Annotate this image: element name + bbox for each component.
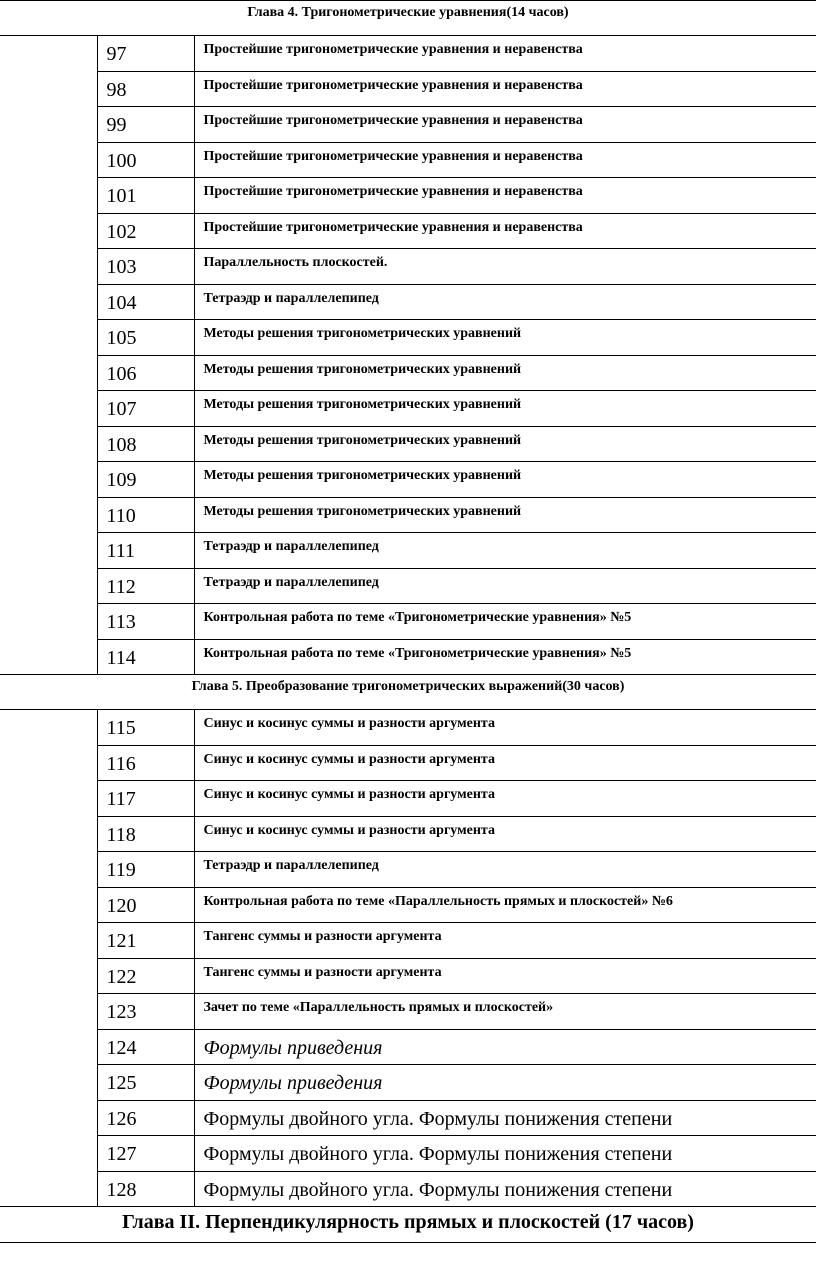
- lesson-topic: Простейшие тригонометрические уравнения и неравенства: [203, 184, 583, 199]
- lesson-number: 123: [97, 994, 194, 1030]
- chapter-heading-row: [0, 1207, 816, 1243]
- lesson-topic-cell: [194, 852, 816, 888]
- margin-cell: [0, 71, 97, 107]
- margin-cell: [0, 568, 97, 604]
- lesson-number: 103: [97, 249, 194, 285]
- lesson-topic: Тетраэдр и параллелепипед: [203, 539, 379, 554]
- lesson-row: [0, 745, 816, 781]
- lesson-topic: Тангенс суммы и разности аргумента: [203, 929, 442, 944]
- lesson-topic: Тетраэдр и параллелепипед: [203, 290, 379, 306]
- lesson-topic: Простейшие тригонометрические уравнения и неравенства: [203, 42, 583, 57]
- lesson-topic: Синус и косинус суммы и разности аргумента: [203, 787, 495, 802]
- lesson-topic-cell: [194, 426, 816, 462]
- lesson-topic-cell: [194, 355, 816, 391]
- lesson-topic: Тетраэдр и параллелепипед: [203, 574, 379, 590]
- lesson-topic-cell: [194, 710, 816, 746]
- lesson-row: [0, 568, 816, 604]
- lesson-row: [0, 533, 816, 569]
- lesson-number: 128: [97, 1171, 194, 1207]
- lesson-number: 127: [97, 1136, 194, 1172]
- lesson-topic-cell: [194, 249, 816, 285]
- lesson-topic-cell: [194, 284, 816, 320]
- margin-cell: [0, 391, 97, 427]
- lesson-topic-cell: [194, 178, 816, 214]
- lesson-topic: Контрольная работа по теме «Тригонометрические уравнения» №5: [203, 610, 632, 625]
- lesson-topic: Тетраэдр и параллелепипед: [203, 858, 379, 873]
- lesson-topic-cell: [194, 568, 816, 604]
- chapter-heading: Глава II. Перпендикулярность прямых и плоскостей (17 часов): [0, 1207, 816, 1243]
- lesson-row: [0, 391, 816, 427]
- lesson-topic-cell: [194, 639, 816, 675]
- margin-cell: [0, 107, 97, 143]
- lesson-topic: Простейшие тригонометрические уравнения и неравенства: [203, 148, 583, 164]
- lesson-topic-cell: [194, 1171, 816, 1207]
- lesson-row: [0, 887, 816, 923]
- margin-cell: [0, 320, 97, 356]
- lesson-number: 114: [97, 639, 194, 675]
- lesson-row: [0, 710, 816, 746]
- lesson-topic: Контрольная работа по теме «Тригонометрические уравнения» №5: [203, 645, 632, 661]
- lesson-row: [0, 284, 816, 320]
- margin-cell: [0, 1136, 97, 1172]
- lesson-topic-cell: [194, 36, 816, 72]
- lesson-number: 109: [97, 462, 194, 498]
- margin-cell: [0, 1171, 97, 1207]
- lesson-number: 121: [97, 923, 194, 959]
- lesson-number: 98: [97, 71, 194, 107]
- lesson-topic-cell: [194, 462, 816, 498]
- lesson-topic: Простейшие тригонометрические уравнения и неравенства: [203, 219, 583, 235]
- lesson-number: 124: [97, 1029, 194, 1065]
- lesson-number: 99: [97, 107, 194, 143]
- margin-cell: [0, 36, 97, 72]
- lesson-row: [0, 142, 816, 178]
- lesson-row: [0, 994, 816, 1030]
- lesson-topic-cell: [194, 887, 816, 923]
- lesson-topic: Тангенс суммы и разности аргумента: [203, 964, 442, 980]
- margin-cell: [0, 1029, 97, 1065]
- lesson-topic: Параллельность плоскостей.: [203, 255, 388, 270]
- margin-cell: [0, 958, 97, 994]
- margin-cell: [0, 745, 97, 781]
- lesson-topic: Методы решения тригонометрических уравнений: [203, 326, 522, 341]
- margin-cell: [0, 1100, 97, 1136]
- lesson-number: 117: [97, 781, 194, 817]
- lesson-row: [0, 462, 816, 498]
- lesson-number: 119: [97, 852, 194, 888]
- lesson-topic: Методы решения тригонометрических уравнений: [203, 503, 522, 519]
- margin-cell: [0, 355, 97, 391]
- lesson-number: 125: [97, 1065, 194, 1101]
- lesson-topic-cell: [194, 107, 816, 143]
- lesson-row: [0, 816, 816, 852]
- lesson-number: 108: [97, 426, 194, 462]
- lesson-topic: Синус и косинус суммы и разности аргумента: [203, 716, 495, 731]
- lesson-topic: Синус и косинус суммы и разности аргумента: [203, 751, 495, 767]
- margin-cell: [0, 426, 97, 462]
- margin-cell: [0, 249, 97, 285]
- lesson-number: 107: [97, 391, 194, 427]
- lesson-row: [0, 213, 816, 249]
- margin-cell: [0, 213, 97, 249]
- lesson-number: 113: [97, 604, 194, 640]
- lesson-row: [0, 320, 816, 356]
- lesson-topic: Формулы двойного угла. Формулы понижения степени: [203, 1143, 673, 1165]
- lesson-number: 111: [97, 533, 194, 569]
- lesson-number: 118: [97, 816, 194, 852]
- lesson-topic: Формулы приведения: [203, 1072, 383, 1094]
- chapter-heading: Глава 4. Тригонометрические уравнения(14 часов): [0, 1, 816, 36]
- lesson-row: [0, 781, 816, 817]
- margin-cell: [0, 852, 97, 888]
- lesson-topic-cell: [194, 320, 816, 356]
- lesson-topic-cell: [194, 958, 816, 994]
- margin-cell: [0, 1065, 97, 1101]
- lesson-topic-cell: [194, 142, 816, 178]
- lesson-row: [0, 1100, 816, 1136]
- lesson-row: [0, 497, 816, 533]
- lesson-topic-cell: [194, 923, 816, 959]
- lesson-topic: Простейшие тригонометрические уравнения и неравенства: [203, 113, 583, 128]
- lesson-topic-cell: [194, 604, 816, 640]
- margin-cell: [0, 497, 97, 533]
- lesson-row: [0, 249, 816, 285]
- lesson-topic: Методы решения тригонометрических уравнений: [203, 432, 522, 448]
- chapter-heading-row: [0, 1, 816, 36]
- lesson-topic: Формулы приведения: [203, 1036, 383, 1059]
- lesson-number: 115: [97, 710, 194, 746]
- lesson-topic-cell: [194, 1136, 816, 1172]
- lesson-row: [0, 1029, 816, 1065]
- lesson-number: 97: [97, 36, 194, 72]
- lesson-topic: Формулы двойного угла. Формулы понижения степени: [203, 1107, 673, 1130]
- lesson-number: 102: [97, 213, 194, 249]
- lesson-topic: Зачет по теме «Параллельность прямых и плоскостей»: [203, 1000, 554, 1015]
- margin-cell: [0, 178, 97, 214]
- lesson-row: [0, 639, 816, 675]
- chapter-heading-row: [0, 675, 816, 710]
- lesson-row: [0, 1136, 816, 1172]
- lesson-number: 126: [97, 1100, 194, 1136]
- margin-cell: [0, 994, 97, 1030]
- lesson-row: [0, 178, 816, 214]
- margin-cell: [0, 462, 97, 498]
- lesson-row: [0, 426, 816, 462]
- margin-cell: [0, 604, 97, 640]
- lesson-number: 106: [97, 355, 194, 391]
- lesson-row: [0, 71, 816, 107]
- lesson-topic-cell: [194, 745, 816, 781]
- lesson-number: 100: [97, 142, 194, 178]
- margin-cell: [0, 887, 97, 923]
- lesson-topic-cell: [194, 1065, 816, 1101]
- lesson-topic: Простейшие тригонометрические уравнения и неравенства: [203, 77, 583, 93]
- lesson-plan-body: [0, 1, 816, 1243]
- lesson-number: 112: [97, 568, 194, 604]
- lesson-number: 122: [97, 958, 194, 994]
- lesson-row: [0, 923, 816, 959]
- lesson-number: 110: [97, 497, 194, 533]
- margin-cell: [0, 142, 97, 178]
- lesson-topic-cell: [194, 781, 816, 817]
- lesson-row: [0, 958, 816, 994]
- lesson-row: [0, 852, 816, 888]
- lesson-topic-cell: [194, 994, 816, 1030]
- lesson-row: [0, 604, 816, 640]
- lesson-topic: Формулы двойного угла. Формулы понижения степени: [203, 1178, 673, 1201]
- lesson-topic: Методы решения тригонометрических уравнений: [203, 468, 522, 483]
- lesson-topic-cell: [194, 71, 816, 107]
- lesson-row: [0, 355, 816, 391]
- lesson-row: [0, 1171, 816, 1207]
- lesson-number: 105: [97, 320, 194, 356]
- lesson-number: 104: [97, 284, 194, 320]
- lesson-row: [0, 36, 816, 72]
- lesson-topic: Синус и косинус суммы и разности аргумента: [203, 822, 495, 838]
- margin-cell: [0, 710, 97, 746]
- lesson-topic: Методы решения тригонометрических уравнений: [203, 361, 522, 377]
- lesson-number: 116: [97, 745, 194, 781]
- chapter-heading: Глава 5. Преобразование тригонометрических выражений(30 часов): [0, 675, 816, 710]
- lesson-topic-cell: [194, 391, 816, 427]
- lesson-topic-cell: [194, 1029, 816, 1065]
- margin-cell: [0, 923, 97, 959]
- lesson-number: 120: [97, 887, 194, 923]
- lesson-topic-cell: [194, 533, 816, 569]
- margin-cell: [0, 533, 97, 569]
- lesson-topic-cell: [194, 213, 816, 249]
- lesson-topic: Контрольная работа по теме «Параллельность прямых и плоскостей» №6: [203, 893, 673, 909]
- lesson-row: [0, 1065, 816, 1101]
- margin-cell: [0, 781, 97, 817]
- margin-cell: [0, 639, 97, 675]
- lesson-topic: Методы решения тригонометрических уравнений: [203, 397, 522, 412]
- lesson-topic-cell: [194, 1100, 816, 1136]
- lesson-topic-cell: [194, 497, 816, 533]
- lesson-number: 101: [97, 178, 194, 214]
- lesson-topic-cell: [194, 816, 816, 852]
- margin-cell: [0, 816, 97, 852]
- lesson-row: [0, 107, 816, 143]
- margin-cell: [0, 284, 97, 320]
